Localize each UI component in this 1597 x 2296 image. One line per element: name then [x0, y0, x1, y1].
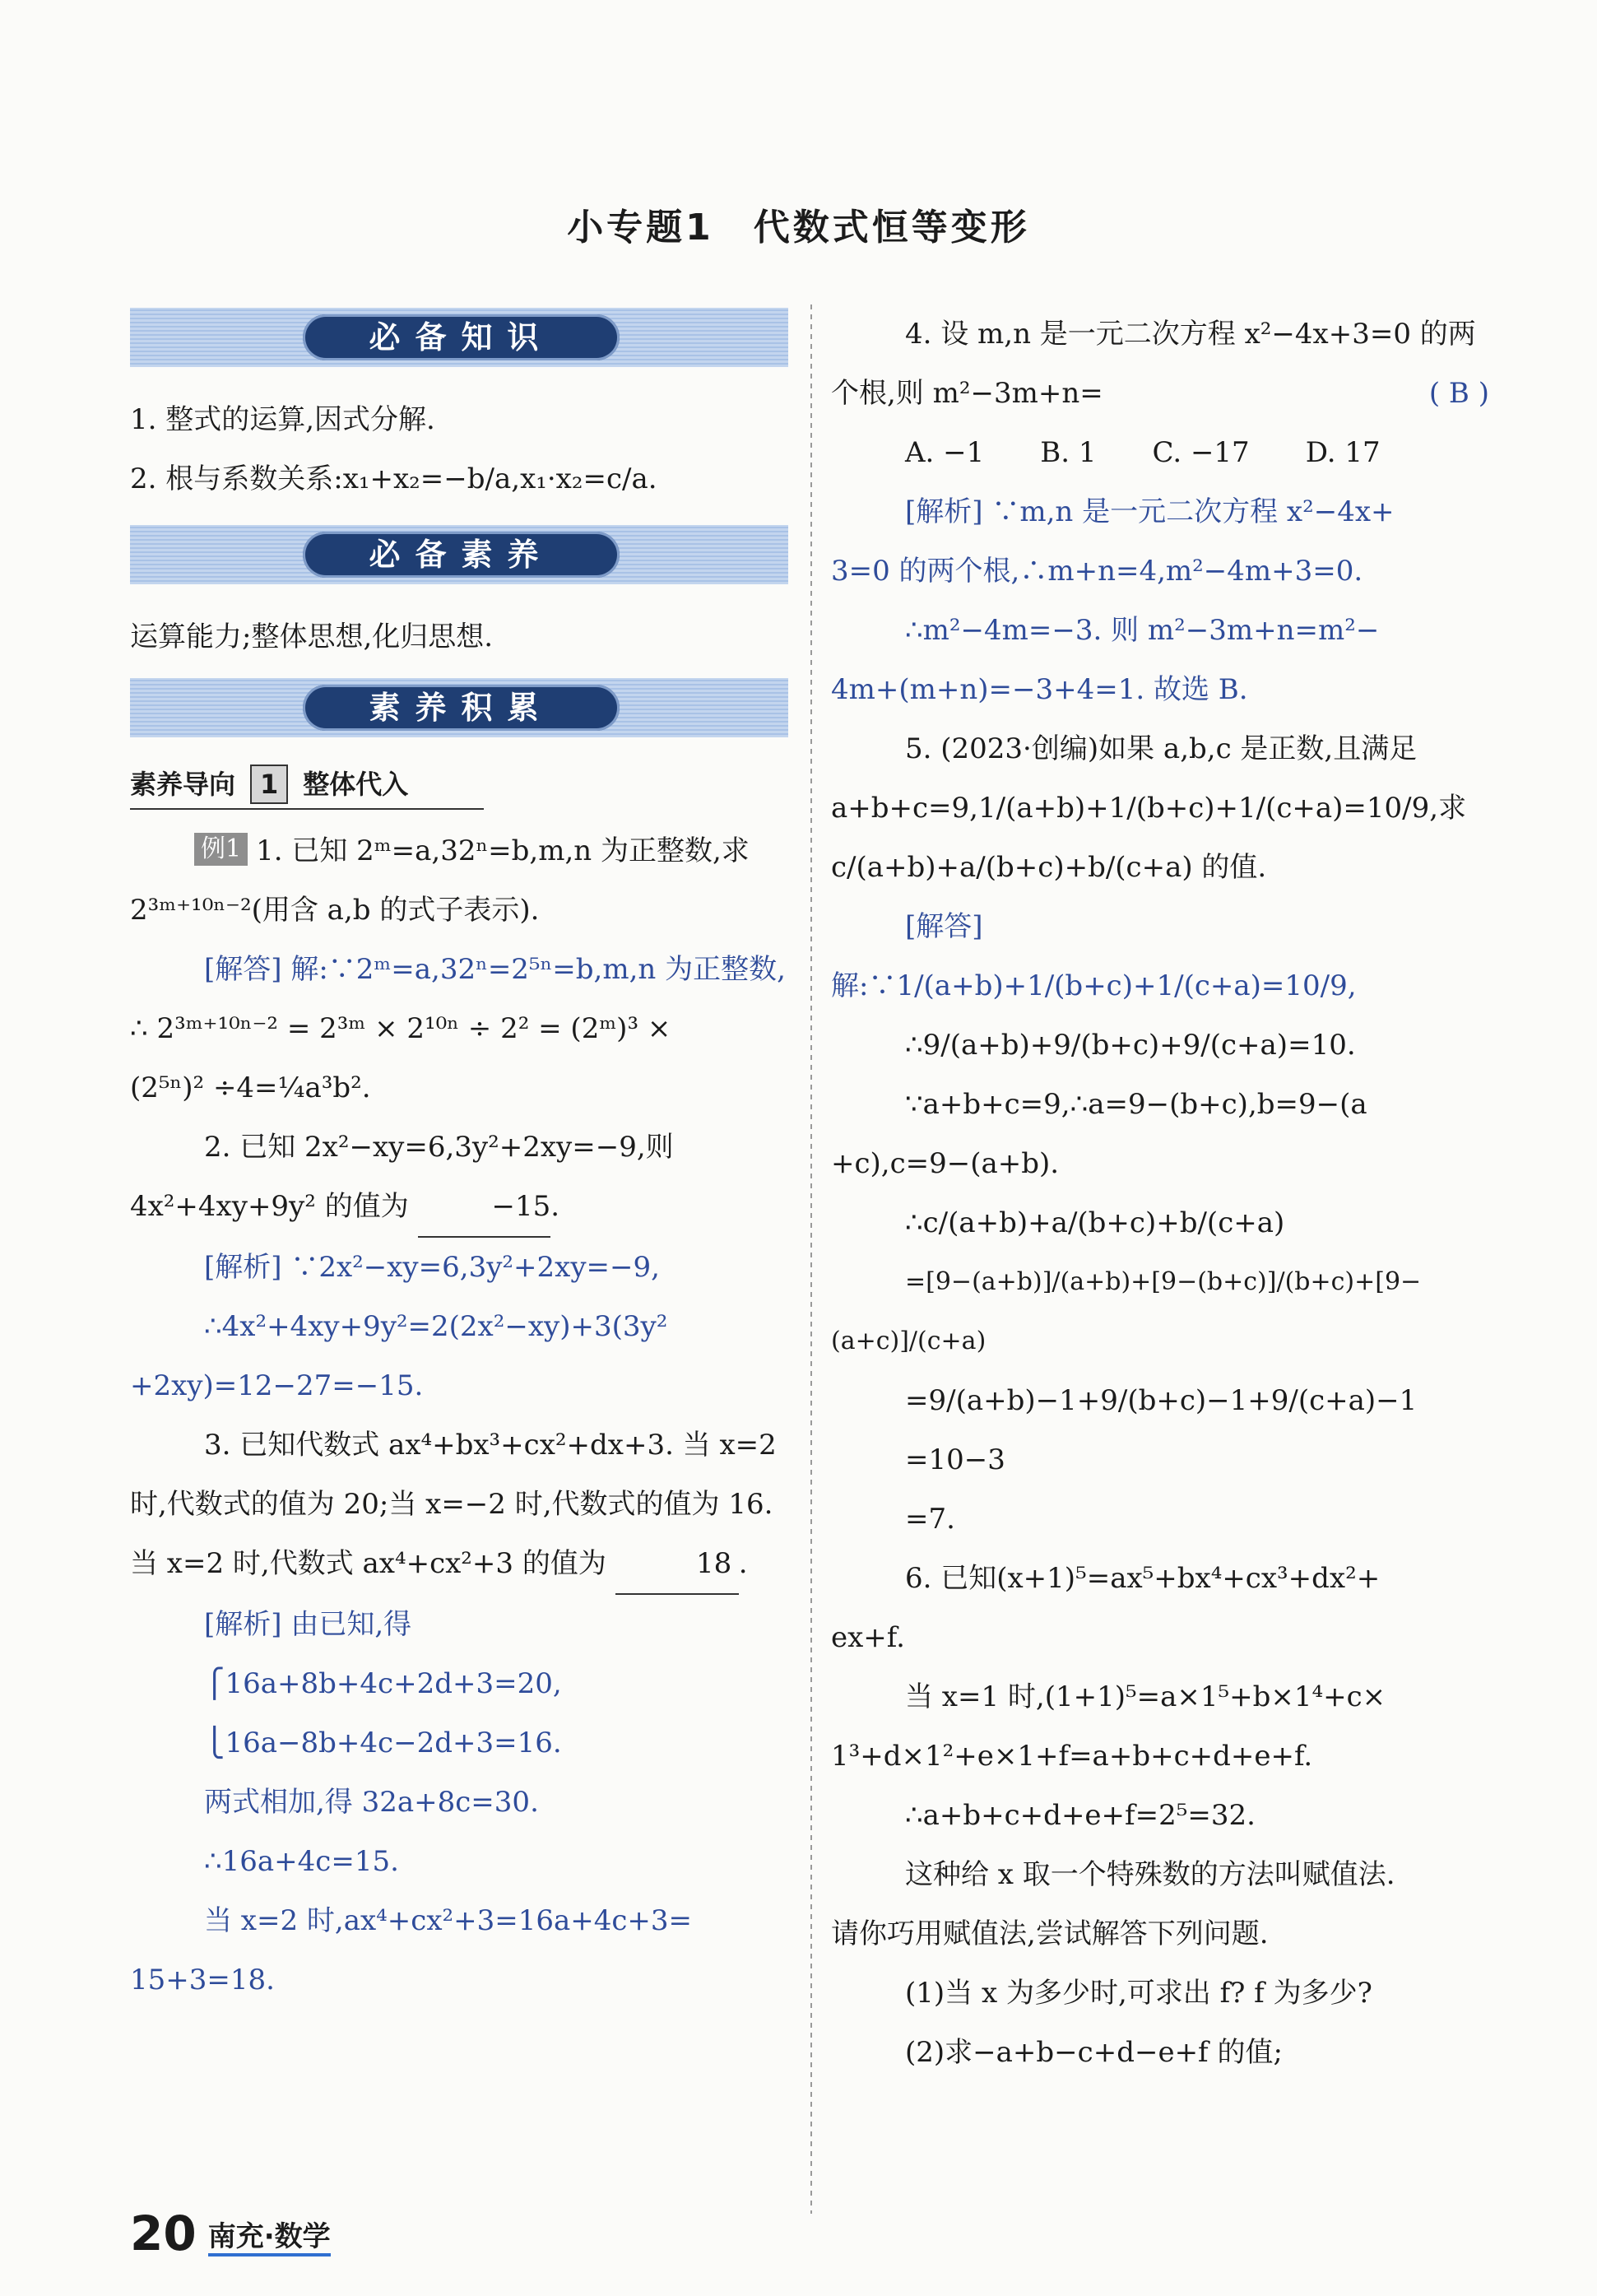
guide-label: 素养导向 [130, 769, 236, 800]
solution-line: ∴ 2³ᵐ⁺¹⁰ⁿ⁻² = 2³ᵐ × 2¹⁰ⁿ ÷ 2² = (2ᵐ)³ × [130, 1012, 671, 1045]
question-6-line: ∴a+b+c+d+e+f=2⁵=32. [905, 1799, 1256, 1832]
question-4-text: 4. 设 m,n 是一元二次方程 x²−4x+3=0 的两个根,则 m²−3m+n= [831, 318, 1476, 410]
knowledge-item: 2. 根与系数关系:x₁+x₂=−b/a,x₁·x₂=c/a. [130, 462, 657, 495]
guide-heading [130, 760, 484, 810]
analysis-line: ∴m²−4m=−3. 则 m²−3m+n=m²− [905, 614, 1380, 647]
solution-line: ∴c/(a+b)+a/(b+c)+b/(c+a) [905, 1206, 1285, 1239]
analysis-line: +2xy)=12−27=−15. [130, 1369, 424, 1402]
literacy-text: 运算能力;整体思想,化归思想. [130, 620, 494, 653]
banner-knowledge [130, 308, 788, 367]
analysis-line: 当 x=2 时,ax⁴+cx²+3=16a+4c+3= [204, 1904, 693, 1937]
question-6-line: (1)当 x 为多少时,可求出 f? f 为多少? [905, 1977, 1372, 2010]
question-3: 3. 已知代数式 ax⁴+bx³+cx²+dx+3. 当 x=2 时,代数式的值为 20;当 x=−2 时,代数式的值为 16. 当 x=2 时,代数式 ax⁴+cx²+3 的值为 18 . [130, 1415, 788, 1595]
solution-line: =10−3 [905, 1443, 1005, 1476]
banner-literacy-label: 必备素养 [303, 532, 620, 578]
left-column [130, 304, 788, 2010]
page-number: 20 [130, 2205, 197, 2261]
column-divider [810, 304, 812, 2214]
solution-line: [解答] 解:∵2ᵐ=a,32ⁿ=2⁵ⁿ=b,m,n 为正整数, [204, 953, 786, 986]
banner-accumulation [130, 678, 788, 737]
analysis-line: [解析] ∵m,n 是一元二次方程 x²−4x+ [905, 495, 1395, 528]
solution-line: (2⁵ⁿ)² ÷4=¼a³b². [130, 1071, 371, 1104]
analysis-line: 两式相加,得 32a+8c=30. [204, 1786, 539, 1819]
analysis-line: 3=0 的两个根,∴m+n=4,m²−4m+3=0. [831, 555, 1363, 588]
question-6-line: 当 x=1 时,(1+1)⁵=a×1⁵+b×1⁴+c× [905, 1680, 1386, 1713]
answer-blank: 18 [615, 1534, 739, 1595]
question-6-line: 这种给 x 取一个特殊数的方法叫赋值法. [905, 1858, 1395, 1891]
solution-line: =7. [905, 1503, 955, 1536]
solution-line: =[9−(a+b)]/(a+b)+[9−(b+c)]/(b+c)+[9−(a+c)]/(c+a) [831, 1267, 1422, 1355]
question-2-text: 2. 已知 2x²−xy=6,3y²+2xy=−9,则 4x²+4xy+9y² 的值为 [130, 1131, 674, 1223]
banner-literacy [130, 525, 788, 584]
page-title: 小专题1 代数式恒等变形 [567, 207, 1030, 249]
right-column [831, 304, 1489, 2082]
question-1 [130, 821, 788, 940]
question-4-options: A. −1 B. 1 C. −17 D. 17 [905, 436, 1381, 469]
analysis-line: [解析] ∵2x²−xy=6,3y²+2xy=−9, [204, 1251, 660, 1284]
solution-line: ∴9/(a+b)+9/(b+c)+9/(c+a)=10. [905, 1029, 1356, 1062]
knowledge-item: 1. 整式的运算,因式分解. [130, 403, 435, 436]
question-3-text: 3. 已知代数式 ax⁴+bx³+cx²+dx+3. 当 x=2 时,代数式的值为 20;当 x=−2 时,代数式的值为 16. 当 x=2 时,代数式 ax⁴+cx²+3 的值为 [130, 1429, 777, 1580]
question-6-line: 1³+d×1²+e×1+f=a+b+c+d+e+f. [831, 1740, 1313, 1773]
solution-line: +c),c=9−(a+b). [831, 1147, 1060, 1180]
page-footer [130, 2205, 331, 2261]
question-1-text: 1. 已知 2ᵐ=a,32ⁿ=b,m,n 为正整数,求 2³ᵐ⁺¹⁰ⁿ⁻²(用含 a,b 的式子表示). [130, 834, 750, 927]
solution-line: [解答] 解:∵1/(a+b)+1/(b+c)+1/(c+a)=10/9, [831, 910, 1357, 1002]
analysis-line: ⎩16a−8b+4c−2d+3=16. [204, 1727, 562, 1759]
answer-blank: −15 [418, 1177, 551, 1238]
analysis-line: [解析] 由已知,得 [204, 1608, 412, 1641]
guide-number: 1 [250, 765, 288, 804]
analysis-line: 4m+(m+n)=−3+4=1. 故选 B. [831, 673, 1248, 706]
analysis-line: ∴4x²+4xy+9y²=2(2x²−xy)+3(3y² [204, 1310, 668, 1343]
banner-knowledge-label: 必备知识 [303, 314, 620, 360]
solution-line: ∵a+b+c=9,∴a=9−(b+c),b=9−(a [905, 1088, 1367, 1121]
solution-line: =9/(a+b)−1+9/(b+c)−1+9/(c+a)−1 [905, 1384, 1418, 1417]
question-6-line: 请你巧用赋值法,尝试解答下列问题. [831, 1917, 1269, 1950]
question-6-line: (2)求−a+b−c+d−e+f 的值; [905, 2036, 1283, 2069]
question-2: 2. 已知 2x²−xy=6,3y²+2xy=−9,则 4x²+4xy+9y² 的值为 −15. [130, 1118, 788, 1238]
analysis-line: 15+3=18. [130, 1964, 275, 1996]
guide-title: 整体代入 [303, 769, 409, 800]
question-4 [831, 304, 1489, 423]
question-6-line: 6. 已知(x+1)⁵=ax⁵+bx⁴+cx³+dx²+ [905, 1562, 1381, 1595]
analysis-line: ∴16a+4c=15. [204, 1845, 399, 1878]
banner-accumulation-label: 素养积累 [303, 685, 620, 731]
example-tag: 例1 [194, 833, 248, 866]
question-6-line: ex+f. [831, 1621, 905, 1654]
question-5: 5. (2023·创编)如果 a,b,c 是正数,且满足 a+b+c=9,1/(a+b)+1/(b+c)+1/(c+a)=10/9,求 c/(a+b)+a/(b+c)+b/(c+a) 的值. [831, 732, 1467, 884]
analysis-line: ⎧16a+8b+4c+2d+3=20, [204, 1667, 562, 1700]
choice-answer: ( B ) [1428, 377, 1489, 410]
book-name: 南充·数学 [208, 2220, 331, 2256]
